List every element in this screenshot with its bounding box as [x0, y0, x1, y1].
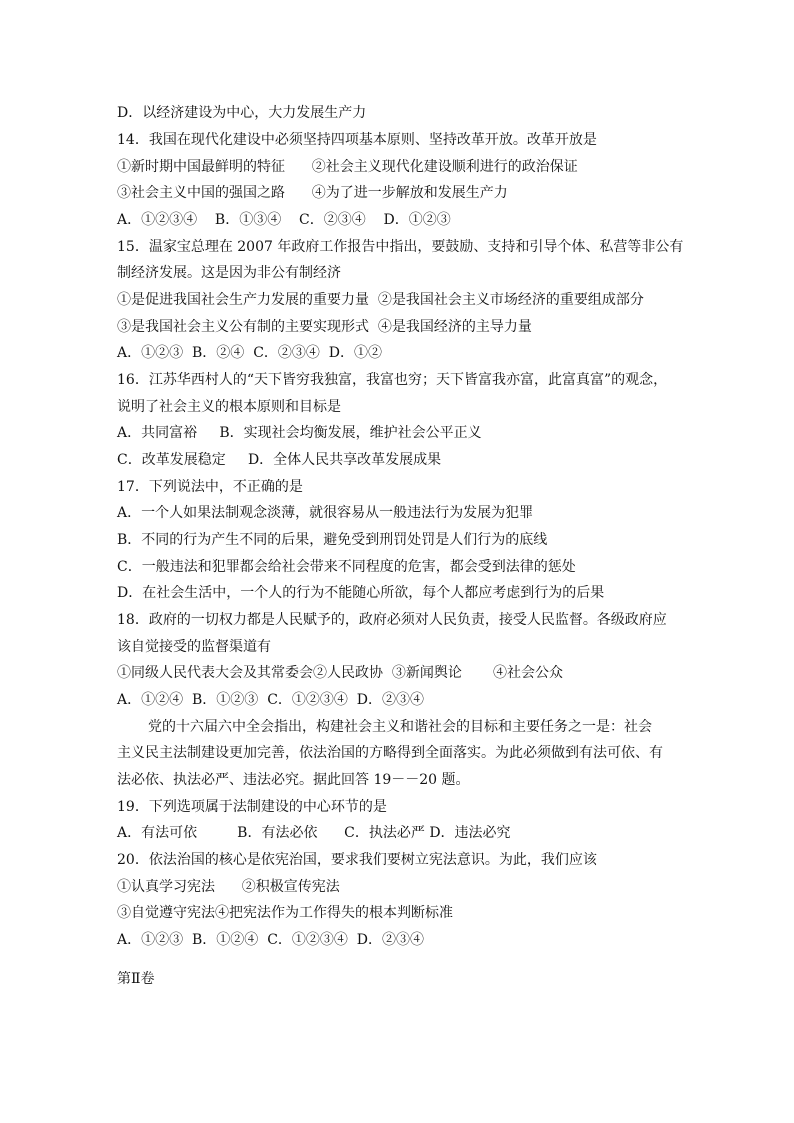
q17-stem: 17．下列说法中，不正确的是 — [117, 479, 303, 495]
q14-items-3-4: ③社会主义中国的强国之路 ④为了进一步解放和发展生产力 — [117, 185, 508, 201]
q19-stem: 19．下列选项属于法制建设的中心环节的是 — [117, 799, 387, 815]
q16-stem-line1: 16．江苏华西村人的“天下皆穷我独富，我富也穷；天下皆富我亦富，此富真富”的观念， — [117, 372, 668, 388]
q18-choices: A．①②④ B．①②③ C．①②③④ D．②③④ — [117, 692, 425, 708]
q19-choices: A．有法可依 B．有法必依 C．执法必严 D．违法必究 — [117, 825, 511, 841]
q20-items-1-2: ①认真学习宪法 ②积极宣传宪法 — [117, 879, 340, 895]
q17-option-d: D．在社会生活中，一个人的行为不能随心所欲，每个人都应考虑到行为的后果 — [117, 585, 605, 601]
q15-stem-line2: 制经济发展。这是因为非公有制经济 — [117, 265, 341, 281]
passage-line1: 党的十六届六中全会指出，构建社会主义和谐社会的目标和主要任务之一是：社会 — [148, 719, 652, 735]
q17-option-b: B．不同的行为产生不同的后果，避免受到刑罚处罚是人们行为的底线 — [117, 532, 548, 548]
q15-items-3-4: ③是我国社会主义公有制的主要实现形式 ④是我国经济的主导力量 — [117, 319, 532, 335]
q20-choices: A．①②③ B．①②④ C．①②③④ D．②③④ — [117, 932, 425, 948]
q14-items-1-2: ①新时期中国最鲜明的特征 ②社会主义现代化建设顺利进行的政治保证 — [117, 159, 578, 175]
q18-stem-line1: 18．政府的一切权力都是人民赋予的，政府必须对人民负责，接受人民监督。各级政府应 — [117, 612, 667, 628]
q16-choices-cd: C．改革发展稳定 D．全体人民共享改革发展成果 — [117, 452, 442, 468]
q18-stem-line2: 该自觉接受的监督渠道有 — [117, 639, 271, 655]
q13-option-d: D．以经济建设为中心，大力发展生产力 — [117, 105, 367, 121]
q17-option-a: A．一个人如果法制观念淡薄，就很容易从一般违法行为发展为犯罪 — [117, 505, 534, 521]
q16-stem-line2: 说明了社会主义的根本原则和目标是 — [117, 399, 341, 415]
q15-stem-line1: 15．温家宝总理在 2007 年政府工作报告中指出，要鼓励、支持和引导个体、私营等非公有 — [117, 239, 684, 255]
q14-choices: A．①②③④ B．①③④ C．②③④ D．①②③ — [117, 212, 451, 228]
q18-items: ①同级人民代表大会及其常委会②人民政协 ③新闻舆论 ④社会公众 — [117, 665, 564, 681]
q17-option-c: C．一般违法和犯罪都会给社会带来不同程度的危害，都会受到法律的惩处 — [117, 559, 576, 575]
q14-stem: 14．我国在现代化建设中必须坚持四项基本原则、坚持改革开放。改革开放是 — [117, 132, 597, 148]
q20-items-3-4: ③自觉遵守宪法④把宪法作为工作得失的根本判断标准 — [117, 905, 453, 921]
q15-choices: A．①②③ B．②④ C．②③④ D．①② — [117, 345, 383, 361]
q20-stem: 20．依法治国的核心是依宪治国，要求我们要树立宪法意识。为此，我们应该 — [117, 852, 597, 868]
section-heading-part2: 第Ⅱ卷 — [117, 971, 155, 987]
q16-choices-ab: A．共同富裕 B．实现社会均衡发展，维护社会公平正义 — [117, 425, 482, 441]
passage-line2: 主义民主法制建设更加完善，依法治国的方略得到全面落实。为此必须做到有法可依、有 — [117, 745, 663, 761]
passage-line3: 法必依、执法必严、违法必究。据此回答 19－－20 题。 — [117, 772, 470, 788]
q15-items-1-2: ①是促进我国社会生产力发展的重要力量 ②是我国社会主义市场经济的重要组成部分 — [117, 292, 644, 308]
